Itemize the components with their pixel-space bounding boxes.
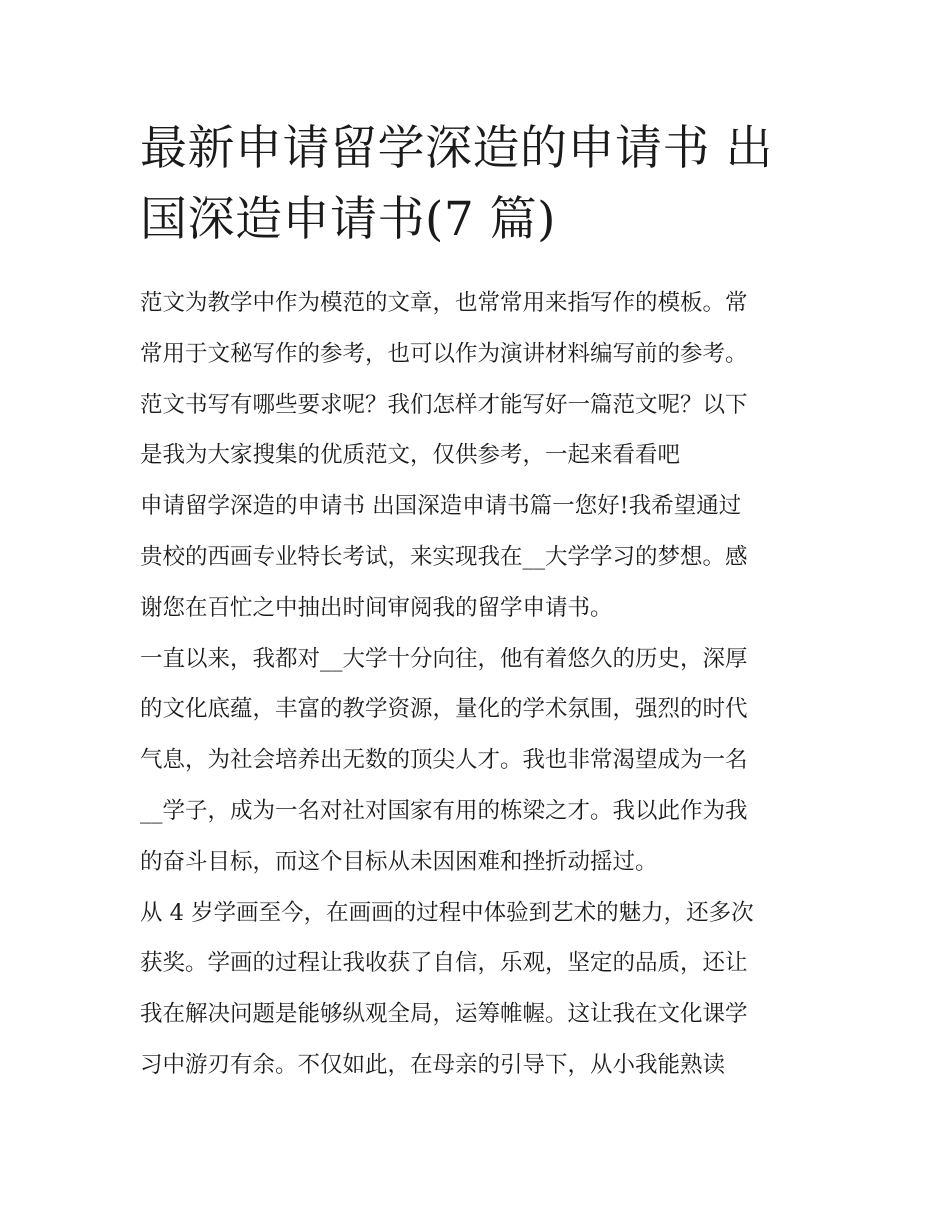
- document-body: [140, 278, 820, 1091]
- text-line: 气息，为社会培养出无数的顶尖人才。我也非常渴望成为一名: [140, 747, 748, 774]
- text-line: __学子，成为一名对社对国家有用的栋梁之才。我以此作为我: [140, 797, 748, 824]
- text-line: 范文为教学中作为模范的文章，也常常用来指写作的模板。常: [140, 290, 748, 316]
- text-line: 从 4 岁学画至今，在画画的过程中体验到艺术的魅力，还多次: [140, 899, 754, 926]
- text-line: 一直以来，我都对__大学十分向往，他有着悠久的历史，深厚: [140, 645, 748, 672]
- text-line: 常用于文秘写作的参考，也可以作为演讲材料编写前的参考。: [140, 340, 748, 367]
- text-line: 谢您在百忙之中抽出时间审阅我的留学申请书。: [140, 594, 613, 621]
- text-line: 我在解决问题是能够纵观全局，运筹帷幄。这让我在文化课学: [140, 1001, 748, 1028]
- text-line: 的奋斗目标，而这个目标从未因困难和挫折动摇过。: [140, 848, 658, 875]
- text-line: 获奖。学画的过程让我收获了自信，乐观，坚定的品质，还让: [140, 950, 748, 977]
- text-line: 贵校的西画专业特长考试，来实现我在__大学学习的梦想。感: [140, 543, 748, 570]
- text-line: 习中游刃有余。不仅如此，在母亲的引导下，从小我能熟读: [140, 1051, 726, 1078]
- title-line-2: 国深造申请书(7 篇): [140, 192, 557, 247]
- text-line: 申请留学深造的申请书 出国深造申请书篇一您好!我希望通过: [140, 493, 742, 520]
- title-line-1: 最新申请留学深造的申请书 出: [140, 121, 773, 176]
- text-line: 的文化底蕴，丰富的教学资源，量化的学术氛围，强烈的时代: [140, 696, 748, 723]
- text-line: 是我为大家搜集的优质范文，仅供参考，一起来看看吧: [140, 442, 681, 469]
- text-line: 范文书写有哪些要求呢？我们怎样才能写好一篇范文呢？以下: [140, 391, 748, 418]
- document-title: [140, 113, 820, 255]
